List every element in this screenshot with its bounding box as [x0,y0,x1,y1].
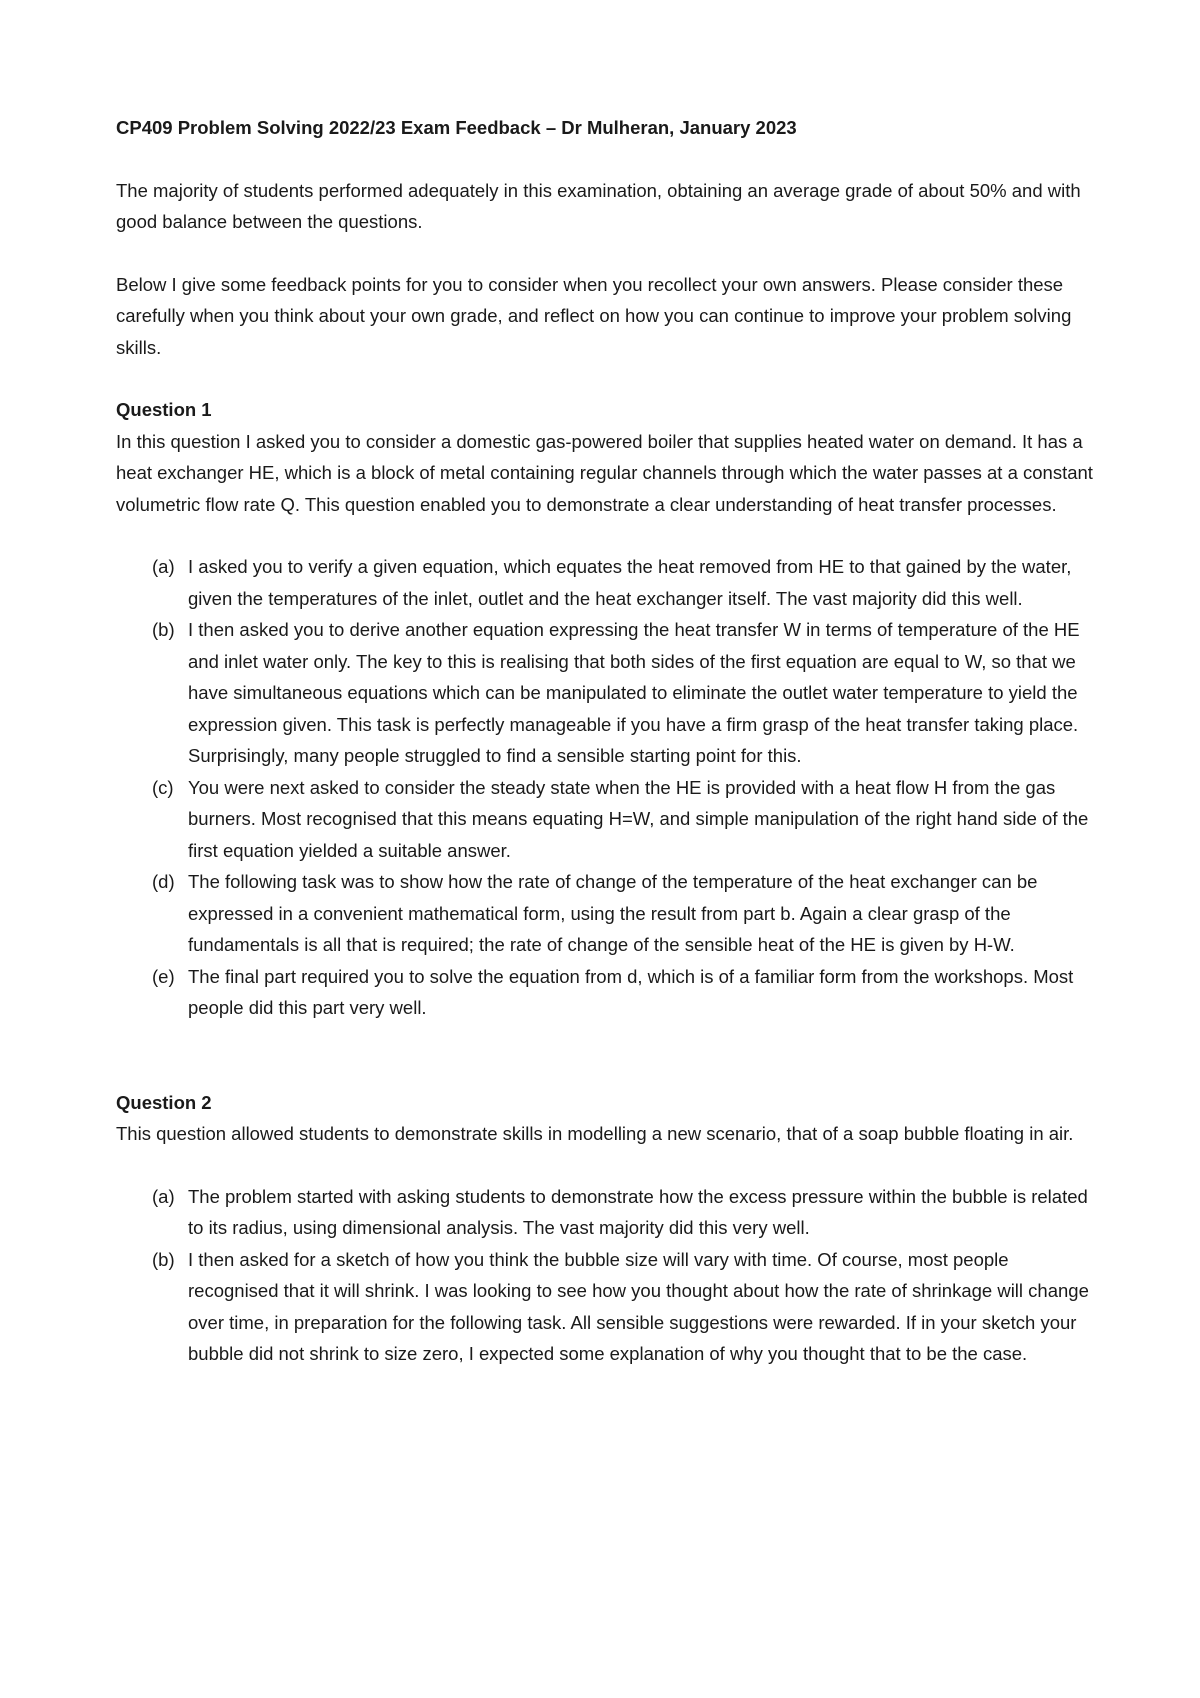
part-text: The final part required you to solve the equation from d, which is of a familiar form from the workshops. Most people did this part very well. [188,965,1074,1018]
section-spacer [116,1024,1100,1087]
question-1-section [116,394,1100,1024]
part-text: I asked you to verify a given equation, which equates the heat removed from HE to that gained by the water, given the temperatures of the inlet, outlet and the heat exchanger itself. The vast majority did this well. [188,556,1072,609]
question-1-parts [116,551,1100,1024]
part-text: You were next asked to consider the steady state when the HE is provided with a heat flow H from the gas burners. Most recognised that this means equating H=W, and simple manipulation of the right hand side of the first equation yielded a suitable answer. [188,776,1089,861]
question-1-intro: In this question I asked you to consider a domestic gas-powered boiler that supplies heated water on demand. It has a heat exchanger HE, which is a block of metal containing regular channels through which the water passes at a constant volumetric flow rate Q. This question enabled you to demonstrate a clear understanding of heat transfer processes. [116,430,1093,515]
part-marker: (a) [152,556,175,577]
part-text: I then asked you to derive another equation expressing the heat transfer W in terms of temperature of the HE and inlet water only. The key to this is realising that both sides of the first equation are equal to W, so that we have simultaneous equations which can be manipulated to eliminate the outlet water temperature to yield the expression given. This task is perfectly manageable if you have a firm grasp of the heat transfer taking place. Surprisingly, many people struggled to find a sensible starting point for this. [188,619,1080,766]
document-page [116,112,1100,1370]
part-marker: (e) [152,965,175,987]
list-item [116,772,1100,867]
list-item [116,866,1100,961]
intro-paragraph-2: Below I give some feedback points for you to consider when you recollect your own answers. Please consider these carefully when you think about your own grade, and reflect on how you can continue to improve your problem solving skills. [116,273,1072,358]
list-item [116,614,1100,772]
question-1-heading: Question 1 [116,399,212,420]
part-text: The following task was to show how the rate of change of the temperature of the heat exchanger can be expressed in a convenient mathematical form, using the result from part b. Again a clear grasp of the fundamentals is all that is required; the rate of change of the sensible heat of the HE is given by H-W. [188,871,1038,955]
question-2-section [116,1087,1100,1370]
part-marker: (c) [152,776,174,798]
part-marker: (d) [152,871,175,892]
document-title: CP409 Problem Solving 2022/23 Exam Feedback – Dr Mulheran, January 2023 [116,117,797,138]
intro-paragraph-1: The majority of students performed adequately in this examination, obtaining an average grade of about 50% and with good balance between the questions. [116,179,1081,232]
list-item [116,1244,1100,1370]
part-text: The problem started with asking students to demonstrate how the excess pressure within the bubble is related to its radius, using dimensional analysis. The vast majority did this very well. [188,1185,1088,1238]
part-marker: (b) [152,1248,175,1270]
list-item [116,1181,1100,1244]
list-item [116,551,1100,614]
question-2-heading: Question 2 [116,1091,212,1113]
part-text: I then asked for a sketch of how you think the bubble size will vary with time. Of course, most people recognised that it will shrink. I was looking to see how you thought about how the rate of shrinkage will change over time, in preparation for the following task. All sensible suggestions were rewarded. If in your sketch your bubble did not shrink to size zero, I expected some explanation of why you thought that to be the case. [188,1248,1089,1364]
part-marker: (a) [152,1185,175,1207]
part-marker: (b) [152,619,175,640]
question-2-intro: This question allowed students to demonstrate skills in modelling a new scenario, that of a soap bubble floating in air. [116,1123,1074,1144]
list-item [116,961,1100,1024]
question-2-parts [116,1181,1100,1370]
